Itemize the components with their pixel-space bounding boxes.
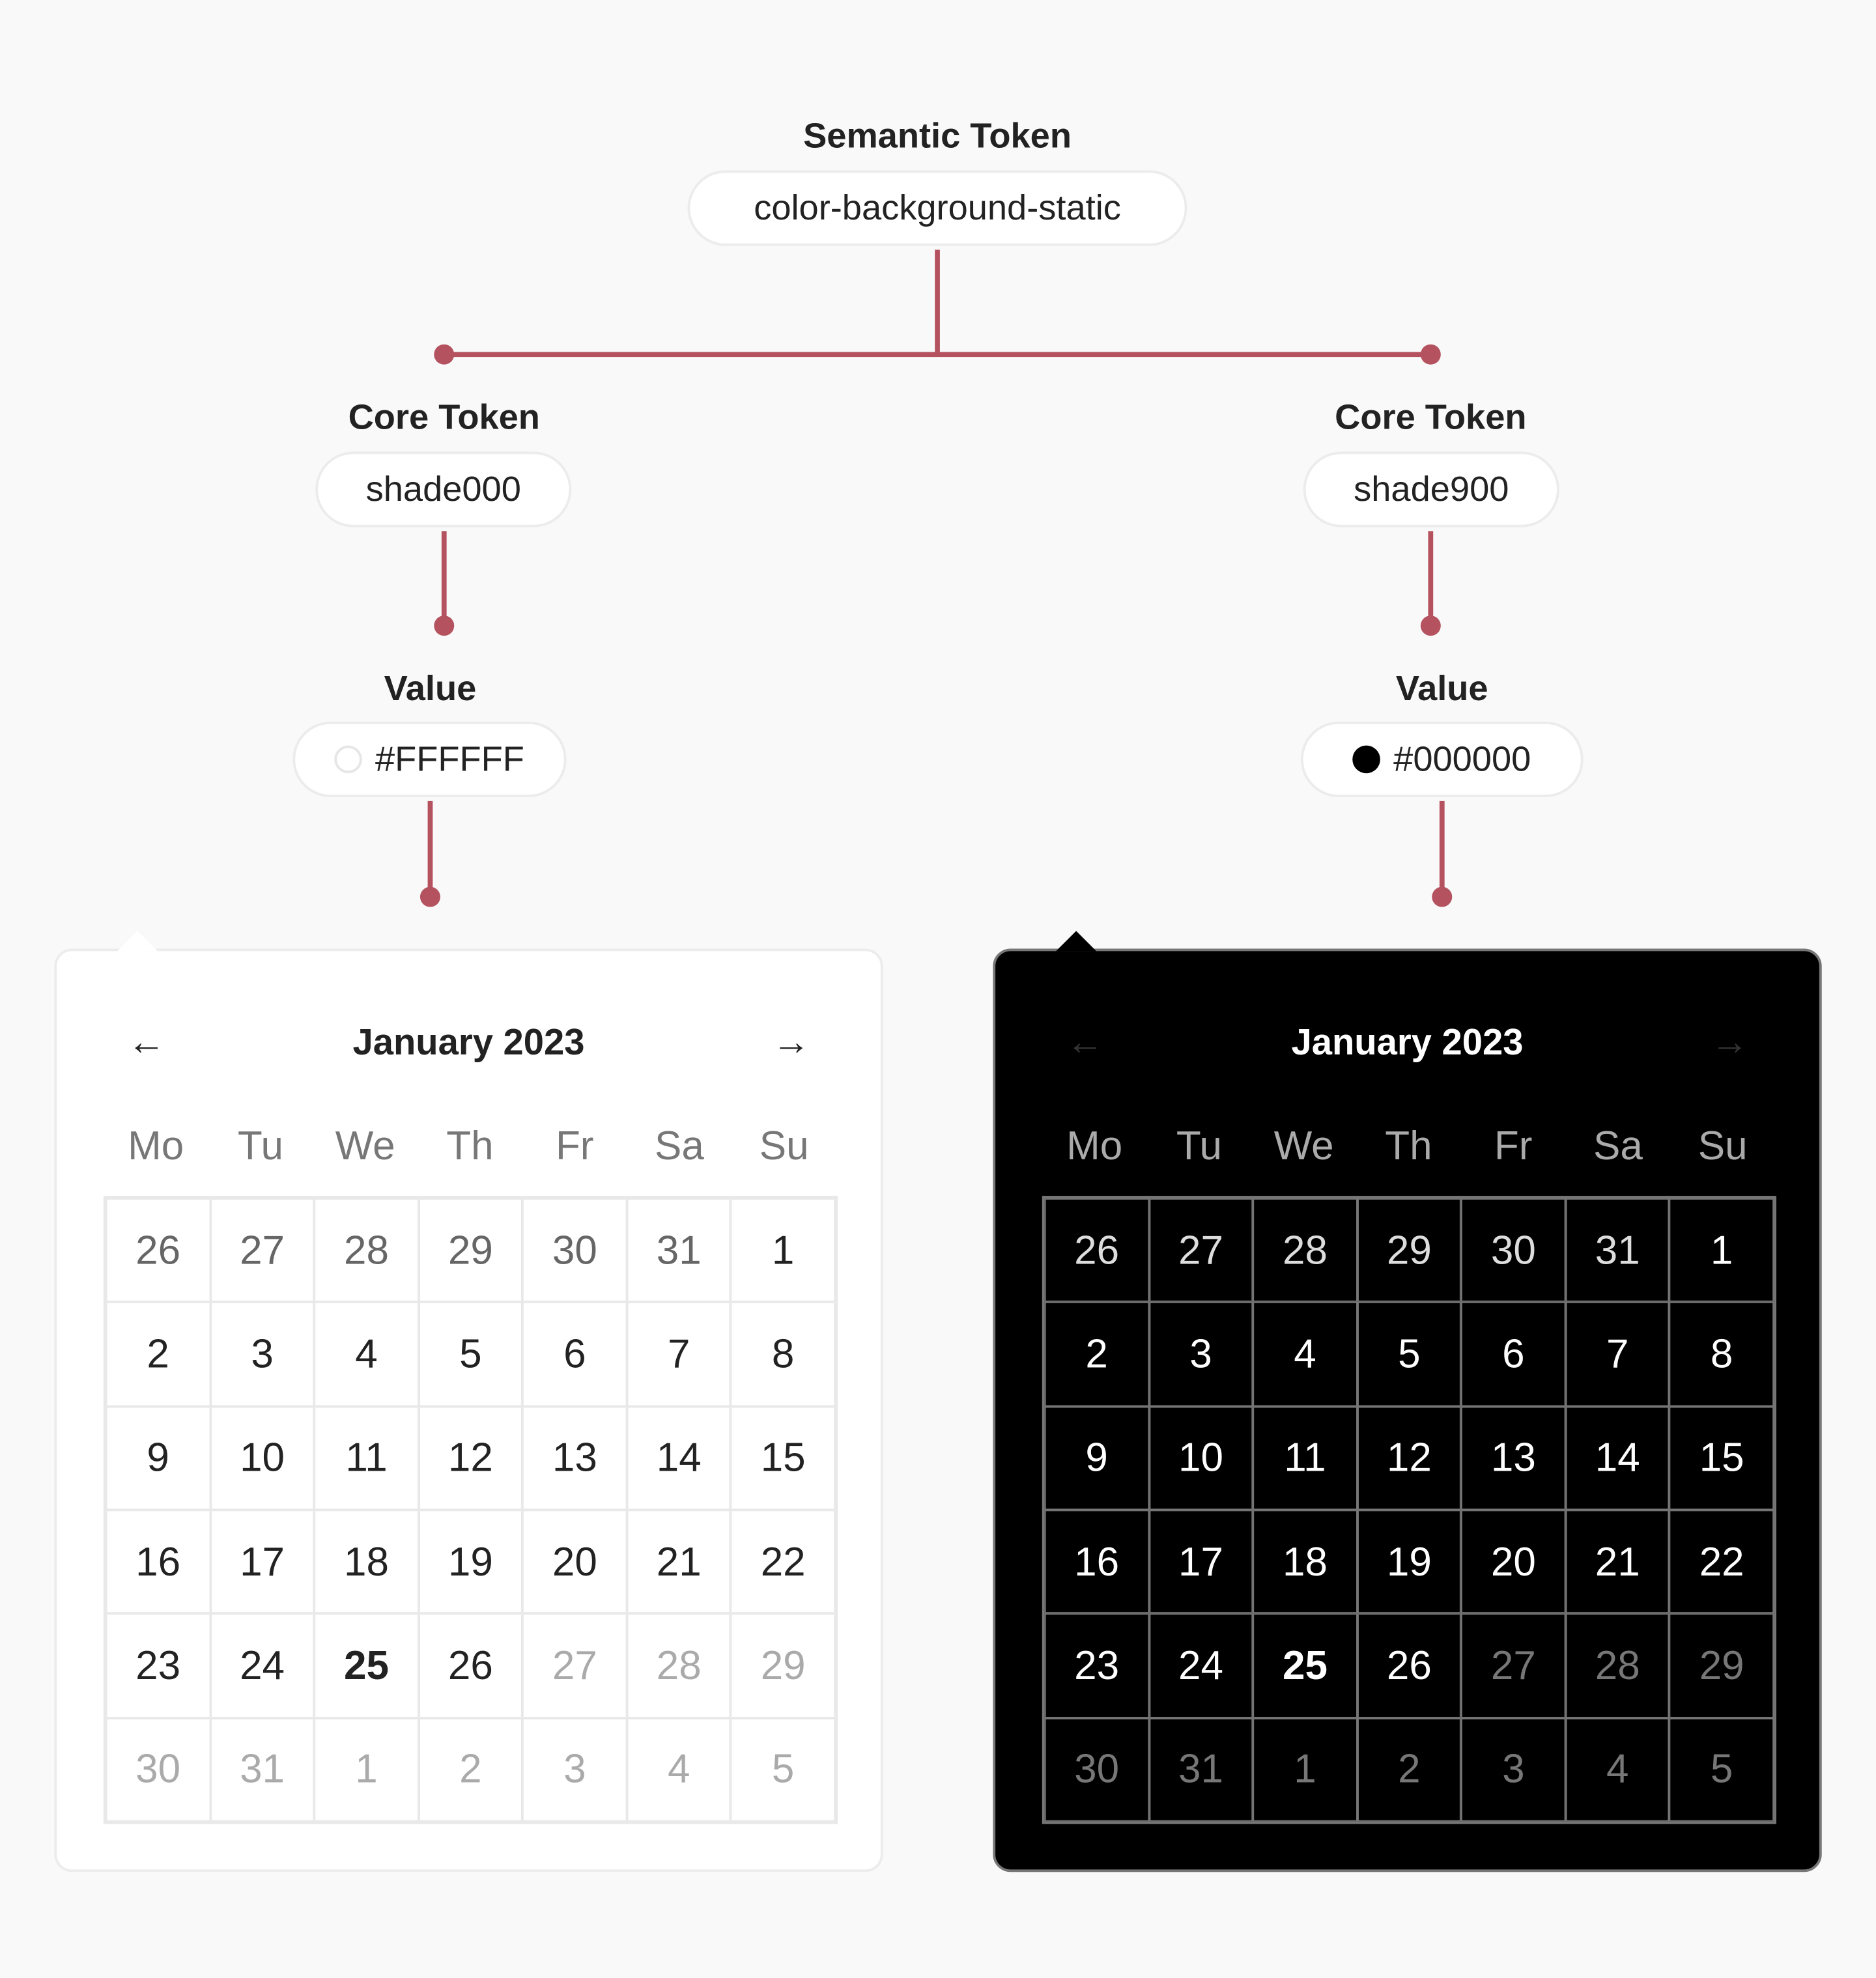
weekday-label: Fr <box>1494 1122 1533 1168</box>
day-cell[interactable]: 5 <box>731 1717 835 1821</box>
day-cell[interactable]: 12 <box>418 1406 522 1510</box>
popover-pointer <box>1056 931 1096 951</box>
day-cell[interactable]: 11 <box>1253 1406 1357 1510</box>
day-cell[interactable]: 9 <box>106 1406 210 1510</box>
day-cell[interactable]: 20 <box>522 1510 627 1613</box>
day-cell[interactable]: 28 <box>315 1198 419 1302</box>
connector-dot <box>434 615 454 636</box>
day-cell[interactable]: 10 <box>210 1406 315 1510</box>
day-cell[interactable]: 31 <box>627 1198 731 1302</box>
day-cell[interactable]: 16 <box>1045 1510 1149 1613</box>
connector-line <box>428 801 433 897</box>
day-cell[interactable]: 3 <box>210 1302 315 1406</box>
weekday-label: Fr <box>555 1122 594 1168</box>
weekday-label: Tu <box>1176 1122 1222 1168</box>
day-cell[interactable]: 30 <box>522 1198 627 1302</box>
day-cell[interactable]: 26 <box>1045 1198 1149 1302</box>
day-cell[interactable]: 12 <box>1357 1406 1461 1510</box>
day-cell[interactable]: 31 <box>1149 1717 1253 1821</box>
calendar-header <box>57 1014 881 1072</box>
day-cell[interactable]: 18 <box>1253 1510 1357 1613</box>
day-cell[interactable]: 13 <box>1461 1406 1565 1510</box>
day-cell[interactable]: 28 <box>1253 1198 1357 1302</box>
day-cell[interactable]: 26 <box>106 1198 210 1302</box>
weekday-label: Th <box>446 1122 494 1168</box>
connector-dot <box>1432 887 1452 907</box>
day-cell[interactable]: 22 <box>1670 1510 1774 1613</box>
day-cell[interactable]: 25 <box>1253 1614 1357 1717</box>
day-cell[interactable]: 23 <box>106 1614 210 1717</box>
day-cell[interactable]: 3 <box>522 1717 627 1821</box>
day-grid <box>1042 1196 1776 1824</box>
day-cell[interactable]: 27 <box>1149 1198 1253 1302</box>
day-cell[interactable]: 1 <box>1253 1717 1357 1821</box>
color-swatch-icon <box>1353 746 1381 774</box>
day-cell[interactable]: 24 <box>210 1614 315 1717</box>
arrow-right-icon[interactable]: → <box>772 1021 810 1064</box>
day-cell[interactable]: 5 <box>1670 1717 1774 1821</box>
value-label: Value <box>1395 668 1488 708</box>
core-token-pill: shade900 <box>1303 451 1559 527</box>
weekday-label: We <box>1273 1122 1334 1168</box>
weekday-label: Th <box>1385 1122 1432 1168</box>
day-cell[interactable]: 9 <box>1045 1406 1149 1510</box>
day-cell[interactable]: 1 <box>731 1198 835 1302</box>
day-cell[interactable]: 21 <box>1565 1510 1670 1613</box>
day-cell[interactable]: 11 <box>315 1406 419 1510</box>
day-cell[interactable]: 16 <box>106 1510 210 1613</box>
core-token-label: Core Token <box>348 397 540 437</box>
day-cell[interactable]: 2 <box>1045 1302 1149 1406</box>
arrow-left-icon[interactable]: ← <box>127 1021 165 1064</box>
value-pill <box>292 722 566 797</box>
connector-dot <box>1421 345 1441 365</box>
weekday-label: Tu <box>237 1122 283 1168</box>
day-cell[interactable]: 7 <box>627 1302 731 1406</box>
day-cell[interactable]: 6 <box>522 1302 627 1406</box>
day-cell[interactable]: 21 <box>627 1510 731 1613</box>
value-text: #000000 <box>1393 739 1531 779</box>
day-cell[interactable]: 18 <box>315 1510 419 1613</box>
connector-dot <box>1421 615 1441 636</box>
semantic-token-pill: color-background-static <box>688 170 1187 246</box>
connector-dot <box>420 887 440 907</box>
day-cell[interactable]: 29 <box>1670 1614 1774 1717</box>
day-cell[interactable]: 31 <box>210 1717 315 1821</box>
day-cell[interactable]: 26 <box>1357 1614 1461 1717</box>
day-cell[interactable]: 14 <box>1565 1406 1670 1510</box>
day-cell[interactable]: 29 <box>1357 1198 1461 1302</box>
day-cell[interactable]: 22 <box>731 1510 835 1613</box>
day-cell[interactable]: 2 <box>1357 1717 1461 1821</box>
day-cell[interactable]: 24 <box>1149 1614 1253 1717</box>
day-cell[interactable]: 8 <box>731 1302 835 1406</box>
weekday-label: Su <box>759 1122 809 1168</box>
calendar-header <box>995 1014 1819 1072</box>
day-cell[interactable]: 2 <box>418 1717 522 1821</box>
day-cell[interactable]: 1 <box>1670 1198 1774 1302</box>
month-title: January 2023 <box>352 1023 585 1064</box>
day-cell[interactable]: 29 <box>731 1614 835 1717</box>
arrow-left-icon[interactable]: ← <box>1066 1021 1104 1064</box>
calendar-dark <box>993 948 1821 1872</box>
day-cell[interactable]: 4 <box>1565 1717 1670 1821</box>
day-cell[interactable]: 3 <box>1461 1717 1565 1821</box>
day-cell[interactable]: 27 <box>210 1198 315 1302</box>
core-token-label: Core Token <box>1335 397 1527 437</box>
day-cell[interactable]: 15 <box>731 1406 835 1510</box>
calendar-light <box>54 948 883 1872</box>
day-cell[interactable]: 27 <box>522 1614 627 1717</box>
popover-pointer <box>117 931 158 951</box>
day-cell[interactable]: 28 <box>1565 1614 1670 1717</box>
arrow-right-icon[interactable]: → <box>1711 1021 1749 1064</box>
connector-line <box>442 531 447 625</box>
color-swatch-icon <box>335 746 363 774</box>
day-cell[interactable]: 30 <box>1045 1717 1149 1821</box>
day-cell[interactable]: 5 <box>1357 1302 1461 1406</box>
day-cell[interactable]: 7 <box>1565 1302 1670 1406</box>
weekday-label: Su <box>1698 1122 1748 1168</box>
day-cell[interactable]: 1 <box>315 1717 419 1821</box>
day-cell[interactable]: 8 <box>1670 1302 1774 1406</box>
day-cell[interactable]: 25 <box>315 1614 419 1717</box>
day-cell[interactable]: 4 <box>1253 1302 1357 1406</box>
semantic-token-label: Semantic Token <box>803 116 1072 156</box>
day-grid <box>104 1196 838 1824</box>
weekday-label: Mo <box>128 1122 184 1168</box>
day-cell[interactable]: 27 <box>1461 1614 1565 1717</box>
day-cell[interactable]: 26 <box>418 1614 522 1717</box>
weekday-label: Sa <box>655 1122 704 1168</box>
value-pill <box>1301 722 1584 797</box>
day-cell[interactable]: 14 <box>627 1406 731 1510</box>
day-cell[interactable]: 6 <box>1461 1302 1565 1406</box>
connector-dot <box>434 345 454 365</box>
day-cell[interactable]: 4 <box>627 1717 731 1821</box>
day-cell[interactable]: 30 <box>106 1717 210 1821</box>
day-cell[interactable]: 30 <box>1461 1198 1565 1302</box>
connector-line <box>444 352 1431 357</box>
value-text: #FFFFFF <box>375 739 524 779</box>
day-cell[interactable]: 15 <box>1670 1406 1774 1510</box>
day-cell[interactable]: 13 <box>522 1406 627 1510</box>
month-title: January 2023 <box>1291 1023 1524 1064</box>
connector-line <box>935 249 940 354</box>
day-cell[interactable]: 28 <box>627 1614 731 1717</box>
day-cell[interactable]: 5 <box>418 1302 522 1406</box>
day-cell[interactable]: 23 <box>1045 1614 1149 1717</box>
weekday-label: We <box>335 1122 395 1168</box>
day-cell[interactable]: 29 <box>418 1198 522 1302</box>
day-cell[interactable]: 17 <box>210 1510 315 1613</box>
connector-line <box>1440 801 1445 897</box>
weekday-label: Sa <box>1593 1122 1643 1168</box>
day-cell[interactable]: 4 <box>315 1302 419 1406</box>
day-cell[interactable]: 17 <box>1149 1510 1253 1613</box>
core-token-pill: shade000 <box>315 451 571 527</box>
day-cell[interactable]: 3 <box>1149 1302 1253 1406</box>
day-cell[interactable]: 10 <box>1149 1406 1253 1510</box>
weekday-row <box>104 1123 836 1170</box>
value-label: Value <box>384 668 477 708</box>
day-cell[interactable]: 31 <box>1565 1198 1670 1302</box>
day-cell[interactable]: 2 <box>106 1302 210 1406</box>
day-cell[interactable]: 19 <box>1357 1510 1461 1613</box>
day-cell[interactable]: 19 <box>418 1510 522 1613</box>
day-cell[interactable]: 20 <box>1461 1510 1565 1613</box>
weekday-row <box>1042 1123 1775 1170</box>
weekday-label: Mo <box>1066 1122 1123 1168</box>
connector-line <box>1428 531 1433 625</box>
